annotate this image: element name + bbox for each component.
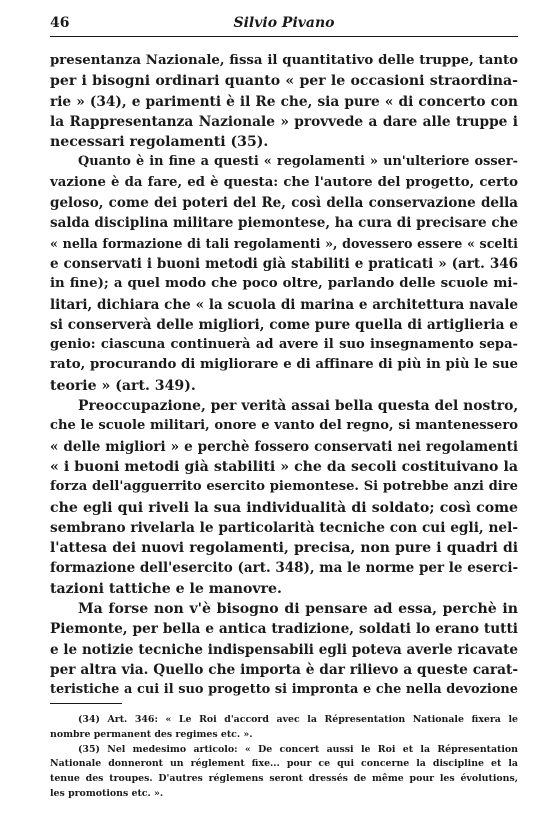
text-line: l'attesa dei nuovi regolamenti, precisa, non pure i quadri di <box>50 540 518 557</box>
text-line: necessari regolamenti (35). <box>50 134 269 151</box>
text-line: salda disciplina militare piemontese, ha cura di precisare che <box>50 215 518 232</box>
text-line: in fine); a quel modo che poco oltre, parlando delle scuole mi- <box>50 276 518 292</box>
text-line: Ma forse non v'è bisogno di pensare ad essa, perchè in <box>78 601 518 618</box>
text-line: rie » (34), e parimenti è il Re che, sia pure « di concerto con <box>50 93 518 110</box>
footnote-line: nombre permanent des regimes etc. ». <box>50 728 253 740</box>
footnote-line: les promotions etc. ». <box>50 787 164 799</box>
footnote-line: Nationale donneront un réglement fixe... pour ce qui concerne la discipline et la <box>50 758 518 770</box>
text-line: vazione è da fare, ed è questa: che l'autore del progetto, certo <box>50 174 518 190</box>
text-line: tazioni tattiche e le manovre. <box>50 580 282 597</box>
page-number: 46 <box>50 15 70 31</box>
text-line: genio: ciascuna continuerà ad avere il suo insegnamento sepa- <box>50 337 518 353</box>
text-line: geloso, come dei poteri del Re, così della conservazione della <box>50 195 518 212</box>
footnote-line: (34) Art. 346: « Le Roi d'accord avec la Répresentation Nationale fixera le <box>78 714 518 725</box>
text-line: la Rappresentanza Nazionale » provvede a dare alle truppe i <box>50 113 518 130</box>
text-line: che le scuole militari, onore e vanto del regno, si mantenessero <box>50 418 518 434</box>
text-line: « nella formazione di tali regolamenti », dovessero essere « scelti <box>50 235 518 251</box>
footnote-line: tenue des troupes. D'autres réglemens seront dressés de même pour les évolutions, <box>50 773 518 785</box>
text-line: Piemonte, per bella e antica tradizione, soldati lo erano tutti <box>50 621 518 638</box>
text-line: e conservati i buoni metodi già stabiliti e praticati » (art. 346 <box>50 255 518 272</box>
text-line: litari, dichiara che « la scuola di marina e architettura navale <box>50 296 518 313</box>
text-line: per i bisogni ordinari quanto « per le occasioni straordina- <box>50 73 518 90</box>
text-line: « delle migliori » e perchè fossero conservati nei regolamenti <box>50 438 518 455</box>
running-head: Silvio Pivano <box>233 15 335 31</box>
page-header <box>50 12 518 37</box>
text-line: sembrano rivelarla le particolarità tecniche con cui egli, nel- <box>50 519 518 536</box>
text-line: teorie » (art. 349). <box>50 377 196 394</box>
text-line: che egli qui riveli la sua individualità di soldato; così come <box>50 499 518 516</box>
text-line: rato, procurando di migliorare e di affinare di più in più le sue <box>50 357 518 373</box>
text-line: presentanza Nazionale, fissa il quantitativo delle truppe, tanto <box>50 53 518 68</box>
footnotes <box>50 713 518 802</box>
footnote-divider <box>50 703 122 704</box>
text-line: Quanto è in fine a questi « regolamenti » un'ulteriore osser- <box>78 154 518 170</box>
text-line: e le notizie tecniche indispensabili egli poteva averle ricavate <box>50 641 518 658</box>
text-line: si conserverà delle migliori, come pure quella di artiglieria e <box>50 316 518 333</box>
text-line: Preoccupazione, per verità assai bella questa del nostro, <box>78 398 519 415</box>
text-line: forza dell'agguerrito esercito piemontese. Si potrebbe anzi dire <box>50 479 518 495</box>
footnote-line: (35) Nel medesimo articolo: « De concert aussi le Roi et la Répresentation <box>78 743 518 755</box>
text-line: « i buoni metodi già stabiliti » che da secoli costituivano la <box>50 458 518 475</box>
body-text <box>50 51 518 701</box>
text-line: teristiche a cui il suo progetto si impronta e che nella devozione <box>50 682 518 698</box>
text-line: formazione dell'esercito (art. 348), ma le norme per le eserci- <box>50 560 519 577</box>
text-line: per altra via. Quello che importa è dar rilievo a queste carat- <box>50 661 518 678</box>
